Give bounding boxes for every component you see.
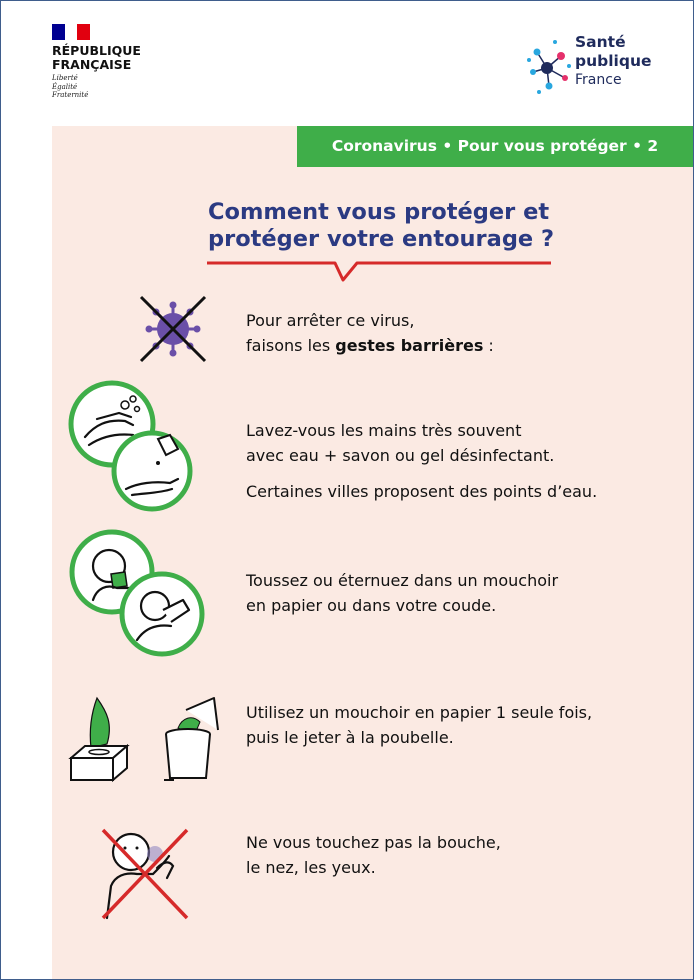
sp-line1: Santé <box>575 33 626 51</box>
item-3-text: Utilisez un mouchoir en papier 1 seule fois, puis le jeter à la poubelle. <box>246 703 593 747</box>
rf-motto: Liberté Égalité Fraternité <box>52 74 89 99</box>
sp-line3: France <box>575 72 622 88</box>
tissue-box-icon <box>67 694 131 786</box>
speech-bubble-underline <box>205 258 555 288</box>
item-2-text: Toussez ou éternuez dans un mouchoir en papier ou dans votre coude. <box>246 571 559 615</box>
item-1-note: Certaines villes proposent des points d’eau. <box>246 482 598 501</box>
sp-line2: publique <box>575 52 652 70</box>
topic-banner: Coronavirus • Pour vous protéger • 2 <box>297 126 693 167</box>
intro-text <box>246 308 494 358</box>
rf-name: RÉPUBLIQUE FRANÇAISE <box>52 43 141 72</box>
trash-bin-icon <box>160 694 222 786</box>
face-touch-crossed-icon <box>97 822 195 922</box>
french-flag-icon <box>52 24 90 40</box>
page-title: Comment vous protéger et protéger votre entourage ? <box>208 199 555 252</box>
item-4-text: Ne vous touchez pas la bouche, le nez, les yeux. <box>246 833 501 877</box>
sneeze-elbow-icon <box>117 570 207 658</box>
sante-publique-france-logo <box>525 30 675 105</box>
intro-suffix: : <box>483 336 494 355</box>
virus-crossed-icon <box>135 294 213 364</box>
molecule-icon <box>525 30 575 100</box>
intro-plain: Pour arrêter ce virus, faisons les <box>246 311 415 355</box>
intro-bold: gestes barrières <box>335 336 484 355</box>
item-1-text: Lavez-vous les mains très souvent avec eau + savon ou gel désinfectant. <box>246 421 555 465</box>
hand-gel-icon <box>108 429 196 513</box>
